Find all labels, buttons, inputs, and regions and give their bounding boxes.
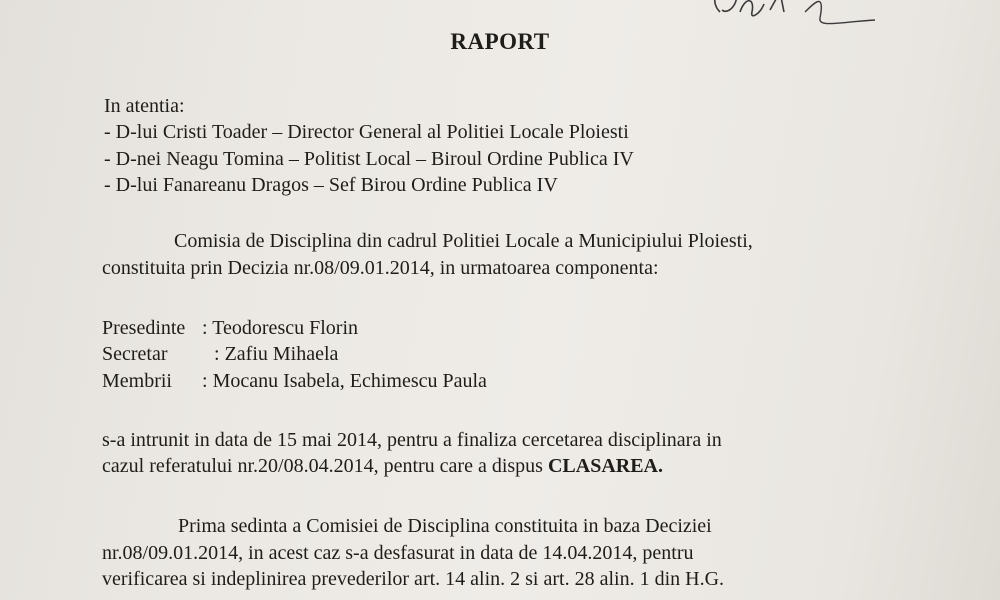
meeting-line (102, 453, 663, 479)
recipient-line: - D-lui Cristi Toader – Director General al Politiei Locale Ploiesti (104, 121, 629, 143)
commission-member-name: Mocanu Isabela, Echimescu Paula (212, 370, 487, 392)
commission-member-name: Teodorescu Florin (212, 317, 358, 339)
session-line: nr.08/09.01.2014, in acest caz s-a desfasurat in data de 14.04.2014, pentru (102, 542, 694, 564)
intro-line: constituita prin Decizia nr.08/09.01.2014, in urmatoarea componenta: (102, 257, 659, 279)
document-title: RAPORT (450, 29, 550, 54)
commission-row (102, 341, 338, 367)
commission-member-name: Zafiu Mihaela (224, 343, 339, 365)
decision-keyword: CLASAREA. (547, 455, 663, 477)
recipient-line: - D-lui Fanareanu Dragos – Sef Birou Ordine Publica IV (104, 174, 558, 196)
commission-separator: : (214, 343, 220, 365)
commission-separator: : (202, 370, 208, 392)
commission-row (102, 315, 358, 341)
meeting-text: cazul referatului nr.20/08.04.2014, pentru care a dispus (102, 455, 548, 477)
session-line: verificarea si indeplinirea prevederilor art. 14 alin. 2 si art. 28 alin. 1 din H.G. (102, 568, 725, 590)
attention-heading: In atentia: (104, 95, 185, 117)
commission-role: Presedinte (102, 317, 186, 339)
recipient-line: - D-nei Neagu Tomina – Politist Local – Biroul Ordine Publica IV (104, 148, 634, 170)
intro-line: Comisia de Disciplina din cadrul Politiei Locale a Municipiului Ploiesti, (174, 230, 753, 252)
commission-separator: : (202, 317, 208, 339)
commission-role: Secretar (102, 343, 168, 365)
session-line: Prima sedinta a Comisiei de Disciplina constituita in baza Deciziei (178, 515, 712, 537)
commission-role: Membrii (102, 370, 172, 392)
meeting-line: s-a intrunit in data de 15 mai 2014, pentru a finaliza cercetarea disciplinara in (102, 429, 722, 451)
commission-row (102, 368, 487, 394)
